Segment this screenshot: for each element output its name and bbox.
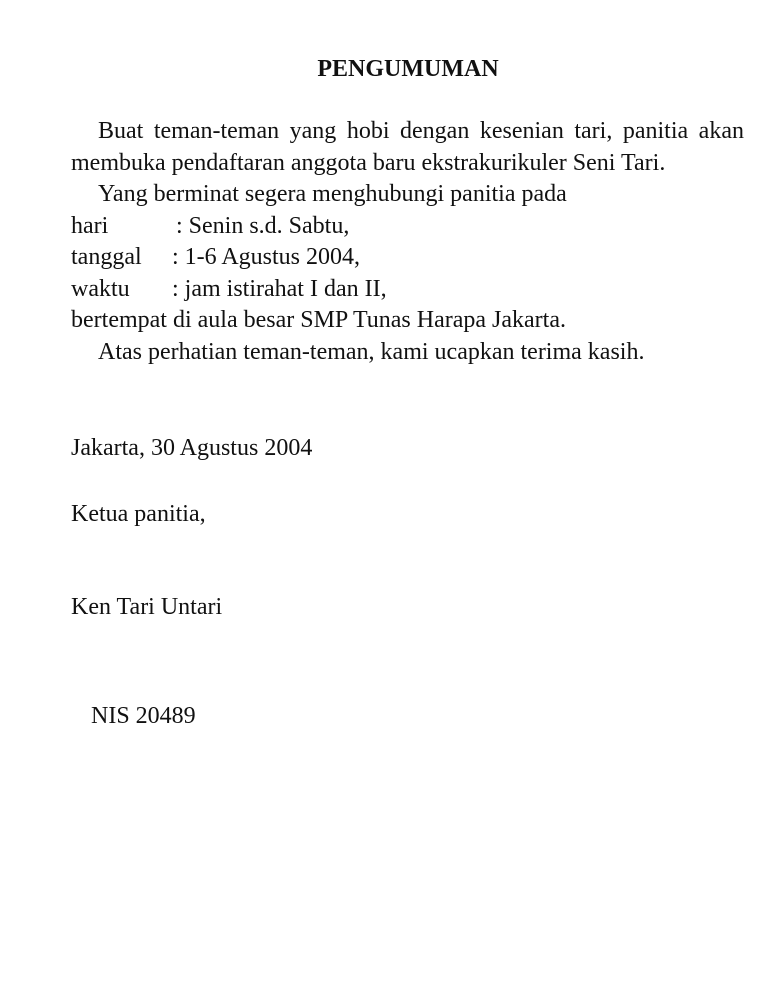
announcement-title: PENGUMUMAN	[317, 56, 499, 82]
closing-title: Ketua panitia,	[71, 501, 206, 527]
detail-label: tanggal	[71, 244, 142, 270]
signer-id: NIS 20489	[91, 703, 196, 729]
location-line: bertempat di aula besar SMP Tunas Harapa Jakarta.	[71, 307, 566, 333]
contact-paragraph: Yang berminat segera menghubungi panitia pada	[98, 181, 567, 207]
announcement-body	[71, 116, 744, 368]
place-date: Jakarta, 30 Agustus 2004	[71, 435, 313, 461]
detail-value: : Senin s.d. Sabtu,	[176, 212, 350, 239]
detail-value: : jam istirahat I dan II,	[172, 275, 387, 302]
detail-row-time	[71, 274, 744, 306]
intro-paragraph: Buat teman-teman yang hobi dengan kesenian tari, panitia akan membuka pendaftaran anggota baru ekstrakurikuler Seni Tari.	[71, 118, 744, 176]
detail-label: hari	[71, 212, 109, 239]
detail-row-date	[71, 242, 744, 274]
signer-name: Ken Tari Untari	[71, 594, 223, 620]
detail-label: waktu	[71, 275, 130, 302]
detail-value: : 1-6 Agustus 2004,	[172, 244, 361, 270]
thanks-paragraph: Atas perhatian teman-teman, kami ucapkan terima kasih.	[98, 338, 645, 365]
detail-row-day	[71, 211, 744, 243]
